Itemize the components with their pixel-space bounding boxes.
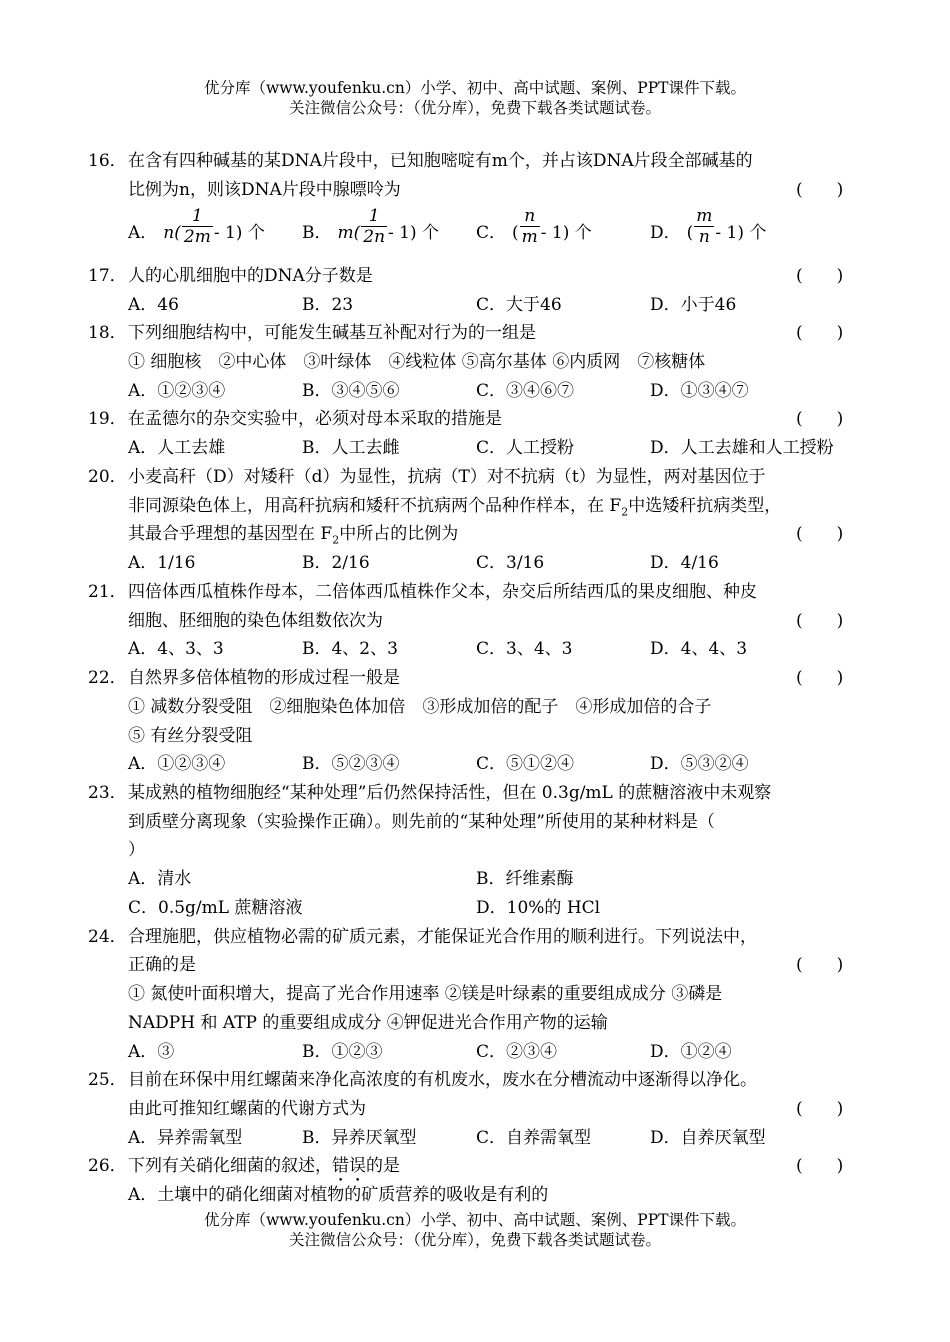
question-number: 16．: [88, 151, 127, 171]
option-c: C．③④⑥⑦: [476, 381, 575, 401]
option-c: C．人工授粉: [476, 438, 575, 458]
question-text: 合理施肥，供应植物必需的矿质元素，才能保证光合作用的顺利进行。下列说法中，: [128, 927, 757, 947]
question-text: 其最合乎理想的基因型在 $F_2$中所占的比例为: [128, 524, 459, 547]
option-a: A．清水: [128, 869, 192, 889]
question-text: ① 细胞核 ②中心体 ③叶绿体 ④线粒体 ⑤高尔基体 ⑥内质网 ⑦核糖体: [128, 352, 706, 372]
page-footer-line-1: 优分库（www.youfenku.cn）小学、初中、高中试题、案例、PPT课件下载。: [203, 1211, 747, 1229]
option-c: C．0.5g/mL 蔗糖溶液: [128, 898, 303, 918]
question-text: 人的心肌细胞中的DNA分子数是: [128, 266, 373, 286]
option-d: D．①③④⑦: [650, 381, 749, 401]
option-d: D．⑤③②④: [650, 754, 749, 774]
option-c: C．大于46: [476, 295, 562, 315]
option-a: A．③: [128, 1042, 175, 1062]
option-c: C．②③④: [476, 1042, 558, 1062]
question-text: 下列细胞结构中，可能发生碱基互补配对行为的一组是: [128, 323, 536, 343]
answer-paren: ( ): [796, 409, 844, 429]
question-number: 17．: [88, 266, 127, 286]
page-header-line-2: 关注微信公众号：（优分库），免费下载各类试题试卷。: [288, 99, 661, 117]
question-text: 某成熟的植物细胞经“某种处理”后仍然保持活性，但在 0.3g/mL 的蔗糖溶液中未观察: [128, 783, 772, 803]
question-number: 24．: [88, 927, 127, 947]
option-a: A．土壤中的硝化细菌对植物的矿质营养的吸收是有利的: [128, 1185, 549, 1205]
option-d: D．小于46: [650, 295, 737, 315]
question-text: 四倍体西瓜植株作母本，二倍体西瓜植株作父本，杂交后所结西瓜的果皮细胞、种皮: [128, 582, 757, 602]
option-b: B．①②③: [302, 1042, 383, 1062]
question-text: ① 减数分裂受阻 ②细胞染色体加倍 ③形成加倍的配子 ④形成加倍的合子: [128, 697, 712, 717]
page-header-line-1: 优分库（www.youfenku.cn）小学、初中、高中试题、案例、PPT课件下载。: [203, 79, 747, 97]
option-a: A．异养需氧型: [128, 1128, 243, 1148]
question-number: 21．: [88, 582, 127, 602]
option-a: A．人工去雄: [128, 438, 226, 458]
answer-paren: ( ): [796, 955, 844, 975]
option-b: B．23: [302, 295, 354, 315]
question-text: 比例为n，则该DNA片段中腺嘌呤为: [128, 180, 401, 200]
answer-paren: ( ): [796, 180, 844, 200]
option-b: B． m( $\frac{1}{2n}$ - 1) 个: [302, 206, 440, 247]
answer-paren: ( ): [796, 611, 844, 631]
option-b: B．纤维素酶: [476, 869, 574, 889]
option-a: A．①②③④: [128, 381, 226, 401]
question-text: 由此可推知红螺菌的代谢方式为: [128, 1099, 366, 1119]
option-a: A．4、3、3: [128, 639, 224, 659]
answer-paren: ( ): [796, 1099, 844, 1119]
option-b: B．⑤②③④: [302, 754, 400, 774]
question-text: 在孟德尔的杂交实验中，必须对母本采取的措施是: [128, 409, 502, 429]
option-c: C．⑤①②④: [476, 754, 575, 774]
question-text: 小麦高秆（D）对矮秆（d）为显性，抗病（T）对不抗病（t）为显性，两对基因位于: [128, 467, 766, 487]
option-d: D．人工去雄和人工授粉: [650, 438, 834, 458]
option-b: B．4、2、3: [302, 639, 398, 659]
question-number: 23．: [88, 783, 127, 803]
question-text: 正确的是: [128, 955, 196, 975]
answer-paren: ( ): [796, 524, 844, 544]
question-text: 非同源染色体上，用高秆抗病和矮秆不抗病两个品种作样本，在 $F_2$中选矮秆抗病类型，: [128, 496, 782, 519]
question-text: 下列有关硝化细菌的叙述，错误的是: [128, 1156, 400, 1176]
question-number: 20．: [88, 467, 127, 487]
answer-paren: ( ): [796, 1156, 844, 1176]
question-text: 目前在环保中用红螺菌来净化高浓度的有机废水，废水在分槽流动中逐渐得以净化。: [128, 1070, 757, 1090]
option-c: C．3/16: [476, 553, 545, 573]
question-text: 到质壁分离现象（实验操作正确）。则先前的“某种处理”所使用的某种材料是（: [128, 812, 715, 832]
option-d: D． ( $\frac{m}{n}$ - 1) 个: [650, 206, 767, 247]
option-d: D．4、4、3: [650, 639, 748, 659]
answer-paren: ( ): [796, 266, 844, 286]
question-text: NADPH 和 ATP 的重要组成成分 ④钾促进光合作用产物的运输: [128, 1013, 608, 1033]
option-a: A． n( $\frac{1}{2m}$ - 1) 个: [128, 206, 265, 247]
question-text: ① 氮使叶面积增大，提高了光合作用速率 ②镁是叶绿素的重要组成成分 ③磷是: [128, 984, 723, 1004]
question-text: 在含有四种碱基的某DNA片段中，已知胞嘧啶有m个，并占该DNA片段全部碱基的: [128, 151, 753, 171]
option-b: B．人工去雌: [302, 438, 400, 458]
emphasis-word: 错误: [332, 1156, 366, 1176]
option-b: B．2/16: [302, 553, 370, 573]
question-16-options: [0, 208, 950, 256]
option-d: D．①②④: [650, 1042, 732, 1062]
option-d: D．自养厌氧型: [650, 1128, 766, 1148]
question-text: ）: [128, 840, 145, 860]
option-c: C．自养需氧型: [476, 1128, 592, 1148]
option-b: B．异养厌氧型: [302, 1128, 417, 1148]
answer-paren: ( ): [796, 668, 844, 688]
question-number: 18．: [88, 323, 127, 343]
page-footer-line-2: 关注微信公众号：（优分库），免费下载各类试题试卷。: [288, 1231, 661, 1249]
question-text: 自然界多倍体植物的形成过程一般是: [128, 668, 400, 688]
option-a: A．①②③④: [128, 754, 226, 774]
question-number: 26．: [88, 1156, 127, 1176]
question-text: ⑤ 有丝分裂受阻: [128, 726, 253, 746]
answer-paren: ( ): [796, 323, 844, 343]
option-a: A．1/16: [128, 553, 196, 573]
option-d: D．10%的 HCl: [476, 898, 601, 918]
question-number: 19．: [88, 409, 127, 429]
option-b: B．③④⑤⑥: [302, 381, 400, 401]
question-number: 22．: [88, 668, 127, 688]
option-d: D．4/16: [650, 553, 719, 573]
option-c: C．3、4、3: [476, 639, 573, 659]
option-a: A．46: [128, 295, 179, 315]
option-c: C． ( $\frac{n}{m}$ - 1) 个: [476, 206, 592, 247]
question-number: 25．: [88, 1070, 127, 1090]
question-text: 细胞、胚细胞的染色体组数依次为: [128, 611, 383, 631]
